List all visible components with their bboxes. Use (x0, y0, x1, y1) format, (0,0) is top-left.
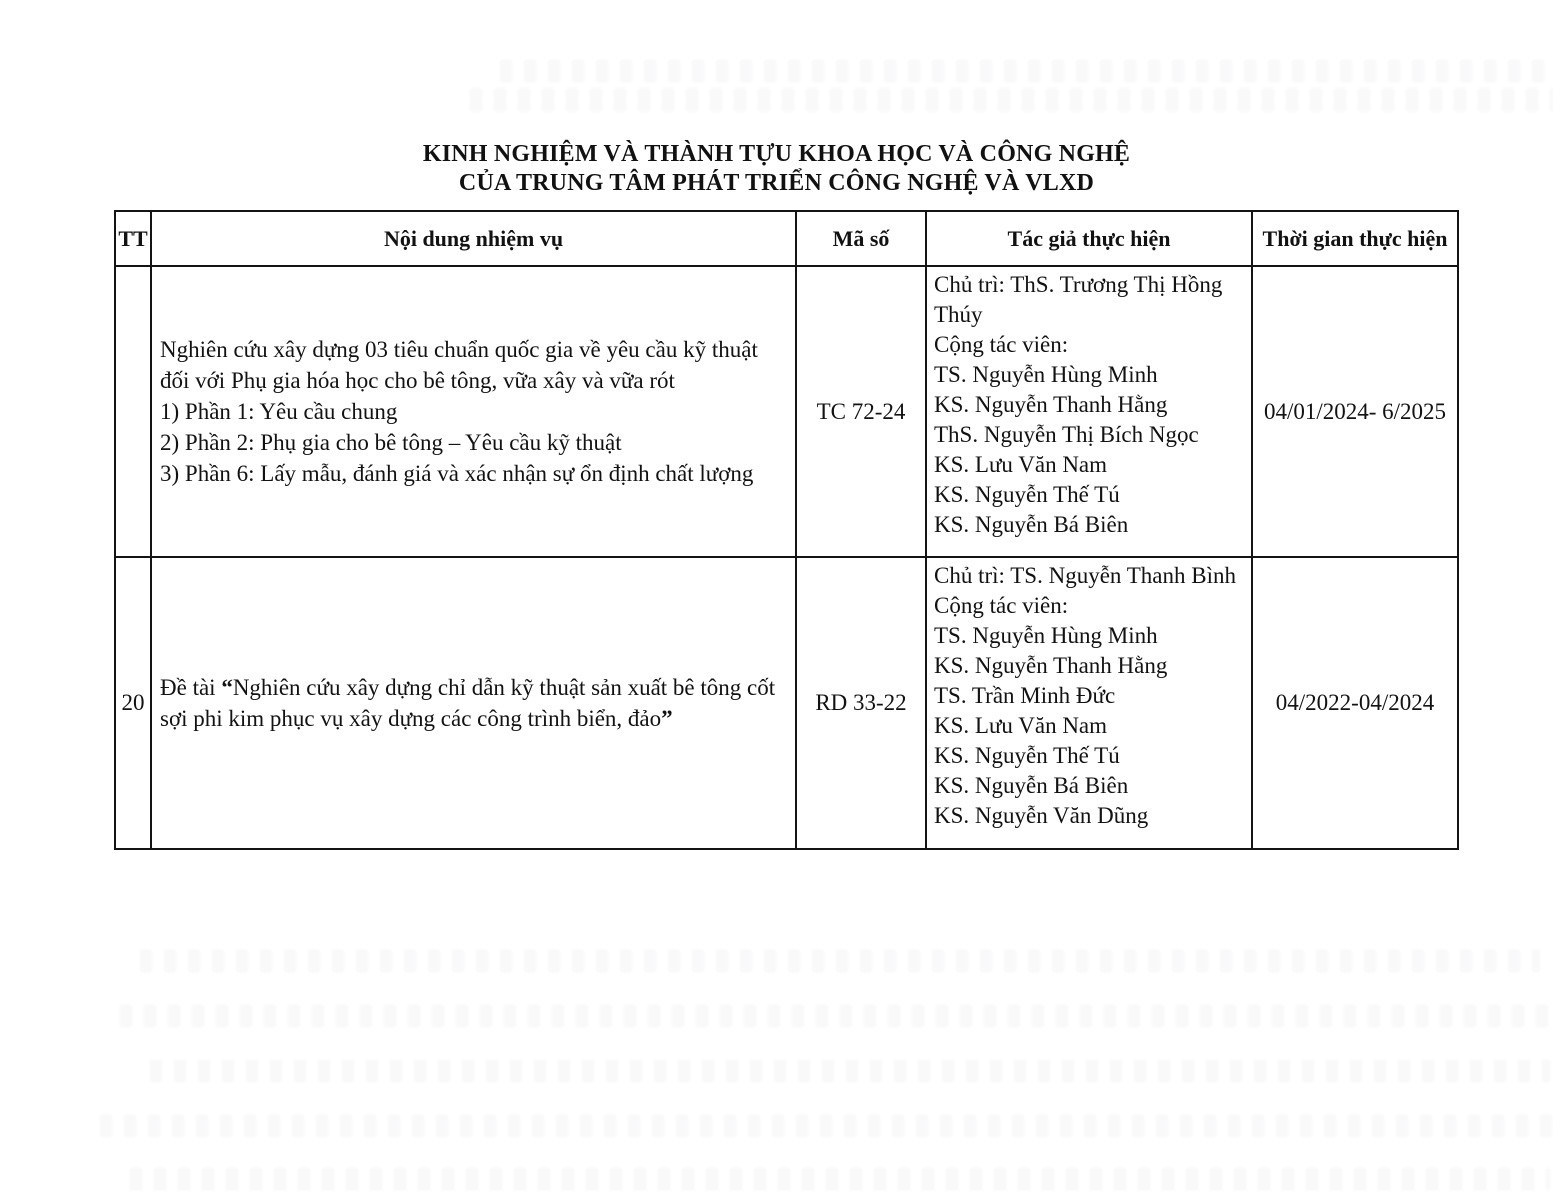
cell-code: RD 33-22 (796, 557, 926, 849)
cell-authors (926, 266, 1252, 557)
tasks-table (114, 210, 1459, 850)
cell-tt: 20 (115, 557, 151, 849)
text-line: KS. Nguyễn Bá Biên (934, 773, 1129, 798)
text-line: 3) Phần 6: Lấy mẫu, đánh giá và xác nhận sự ổn định chất lượng (160, 461, 754, 486)
cell-content (151, 557, 796, 849)
text-line: 2) Phần 2: Phụ gia cho bê tông – Yêu cầu kỹ thuật (160, 430, 622, 455)
bleedthrough-artifact (500, 60, 1553, 82)
text-line: 1) Phần 1: Yêu cầu chung (160, 399, 398, 424)
bleedthrough-artifact (140, 950, 1540, 972)
cell-authors (926, 557, 1252, 849)
text-line: KS. Nguyễn Thanh Hằng (934, 392, 1168, 417)
text-line: KS. Nguyễn Thế Tú (934, 482, 1120, 507)
cell-duration: 04/2022-04/2024 (1252, 557, 1458, 849)
cell-content (151, 266, 796, 557)
table-header-row (115, 211, 1458, 266)
task-title-text: Đề tài “Nghiên cứu xây dựng chỉ dẫn kỹ thuật sản xuất bê tông cốt sợi phi kim phục vụ xây dựng các công trình biển, đảo” (160, 675, 776, 731)
column-header-tt: TT (115, 211, 151, 266)
text-line: Cộng tác viên: (934, 332, 1069, 357)
text-line: KS. Lưu Văn Nam (934, 713, 1108, 738)
table-row (115, 266, 1458, 557)
text-line: KS. Nguyễn Thế Tú (934, 743, 1120, 768)
cell-code: TC 72-24 (796, 266, 926, 557)
closing-quote: ” (661, 706, 673, 731)
bleedthrough-artifact (150, 1060, 1550, 1082)
column-header-code: Mã số (796, 211, 926, 266)
bleedthrough-artifact (130, 1168, 1550, 1190)
text-line: Cộng tác viên: (934, 593, 1069, 618)
page-title-line-1: KINH NGHIỆM VÀ THÀNH TỰU KHOA HỌC VÀ CÔNG NGHỆ (422, 141, 1131, 167)
opening-quote: “ (221, 675, 233, 700)
text-line: TS. Nguyễn Hùng Minh (934, 623, 1158, 648)
text-line: TS. Trần Minh Đức (934, 683, 1116, 708)
text-line: Nghiên cứu xây dựng 03 tiêu chuẩn quốc gia về yêu cầu kỹ thuật đối với Phụ gia hóa học cho bê tông, vữa xây và vữa rót (160, 337, 758, 393)
text-line: KS. Nguyễn Bá Biên (934, 512, 1129, 537)
text-line: TS. Nguyễn Hùng Minh (934, 362, 1158, 387)
page-title (0, 140, 1553, 198)
cell-duration: 04/01/2024- 6/2025 (1252, 266, 1458, 557)
bleedthrough-artifact (100, 1115, 1553, 1137)
cell-tt (115, 266, 151, 557)
table-row (115, 557, 1458, 849)
text-line: KS. Nguyễn Thanh Hằng (934, 653, 1168, 678)
column-header-duration: Thời gian thực hiện (1252, 211, 1458, 266)
bleedthrough-artifact (120, 1005, 1550, 1027)
text-line: ThS. Nguyễn Thị Bích Ngọc (934, 422, 1199, 447)
bleedthrough-artifact (470, 88, 1553, 112)
text-line: KS. Lưu Văn Nam (934, 452, 1108, 477)
column-header-content: Nội dung nhiệm vụ (151, 211, 796, 266)
column-header-authors: Tác giả thực hiện (926, 211, 1252, 266)
page-title-line-2: CỦA TRUNG TÂM PHÁT TRIỂN CÔNG NGHỆ VÀ VLXD (458, 170, 1095, 196)
text-line: KS. Nguyễn Văn Dũng (934, 803, 1149, 828)
text-line: Chủ trì: TS. Nguyễn Thanh Bình (934, 563, 1236, 588)
text-line: Chủ trì: ThS. Trương Thị Hồng Thúy (934, 272, 1223, 327)
